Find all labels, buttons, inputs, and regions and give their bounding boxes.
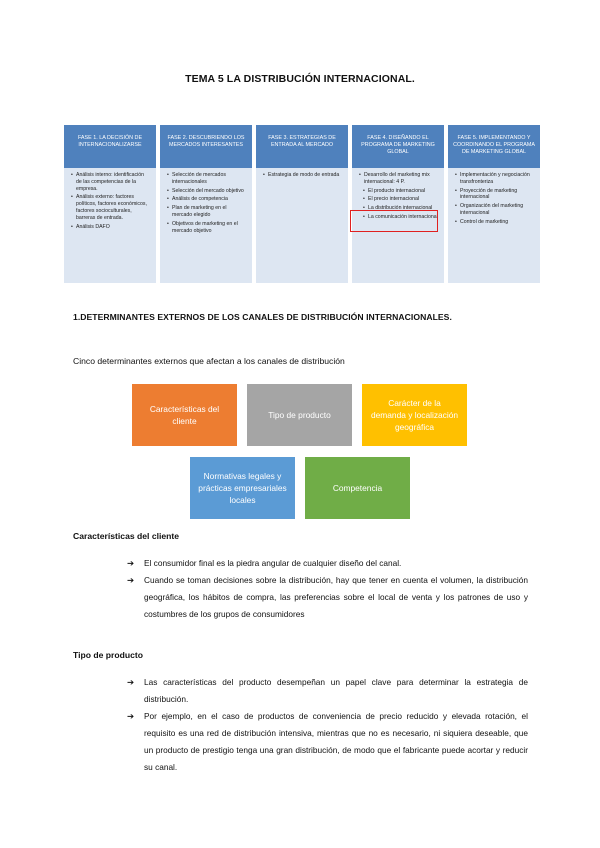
phase-1-item: • Análisis DAFO xyxy=(71,224,150,231)
phase-3-item: • Estrategia de modo de entrada xyxy=(263,172,342,179)
phase-4-item: • El precio internacional xyxy=(359,196,438,203)
phase-4-item: • La comunicación internacional xyxy=(359,214,438,221)
phase-3-box xyxy=(256,125,348,283)
phase-2-item: • Selección del mercado objetivo xyxy=(167,188,246,195)
phase-5-item: • Implementación y negociación transfronteriza xyxy=(455,172,534,186)
phase-1-box xyxy=(64,125,156,283)
producto-bullet: ➔ Por ejemplo, en el caso de productos de conveniencia de precio reducido y elevada rotación, el requisito es una red de distribución intensiva, mientras que no es necesario, ni siquiera deseable, que un producto de prestigio tenga una gran distribución, de modo que el fabricante puede acortar y reducir su canal. xyxy=(127,708,528,776)
arrow-icon: ➔ xyxy=(127,711,135,721)
phase-5-box xyxy=(448,125,540,283)
phase-1-item: • Análisis interno: identificación de las competencias de la empresa. xyxy=(71,172,150,192)
intro-text: Cinco determinantes externos que afectan a los canales de distribución xyxy=(73,356,345,366)
phase-4-header: FASE 4. DISEÑANDO EL PROGRAMA DE MARKETING GLOBAL xyxy=(352,125,444,168)
producto-bullets xyxy=(127,674,528,776)
phase-1-header: FASE 1. LA DECISIÓN DE INTERNACIONALIZARSE xyxy=(64,125,156,168)
phase-5-item: • Organización del marketing internacional xyxy=(455,203,534,217)
phase-5-header: FASE 5. IMPLEMENTANDO Y COORDINANDO EL PROGRAMA DE MARKETING GLOBAL xyxy=(448,125,540,168)
section-heading: 1.DETERMINANTES EXTERNOS DE LOS CANALES DE DISTRIBUCIÓN INTERNACIONALES. xyxy=(73,312,452,322)
phase-5-item: • Control de marketing xyxy=(455,219,534,226)
producto-bullet: ➔ Las características del producto desempeñan un papel clave para determinar la estrategia de distribución. xyxy=(127,674,528,708)
arrow-icon: ➔ xyxy=(127,575,135,585)
arrow-icon: ➔ xyxy=(127,558,135,568)
cliente-bullets xyxy=(127,555,528,623)
cliente-bullet: ➔ El consumidor final es la piedra angular de cualquier diseño del canal. xyxy=(127,555,528,572)
phase-5-item: • Proyección de marketing internacional xyxy=(455,188,534,202)
determinant-characteristics-client: Características del cliente xyxy=(132,384,237,446)
determinant-competition: Competencia xyxy=(305,457,410,519)
phase-4-item: • La distribución internacional xyxy=(359,205,438,212)
phase-2-header: FASE 2. DESCUBRIENDO LOS MERCADOS INTERESANTES xyxy=(160,125,252,168)
phase-4-item: • El producto internacional xyxy=(359,188,438,195)
phase-3-header: FASE 3. ESTRATEGIAS DE ENTRADA AL MERCADO xyxy=(256,125,348,168)
producto-heading: Tipo de producto xyxy=(73,650,144,660)
determinant-legal-practices: Normativas legales y prácticas empresariales locales xyxy=(190,457,295,519)
determinant-demand-location: Carácter de la demanda y localización geográfica xyxy=(362,384,467,446)
phase-4-box xyxy=(352,125,444,283)
highlight-rectangle xyxy=(350,210,438,232)
cliente-bullet: ➔ Cuando se toman decisiones sobre la distribución, hay que tener en cuenta el volumen, la distribución geográfica, los hábitos de compra, las preferencias sobre el local de venta y los patrones de uso y costumbres de los grupos de consumidores xyxy=(127,572,528,623)
phase-4-item: • Desarrollo del marketing mix internacional: 4 P. xyxy=(359,172,438,186)
document-title: TEMA 5 LA DISTRIBUCIÓN INTERNACIONAL. xyxy=(185,73,415,85)
cliente-heading: Características del cliente xyxy=(73,531,180,541)
determinant-product-type: Tipo de producto xyxy=(247,384,352,446)
phase-1-item: • Análisis externo: factores políticos, factores económicos, factores socioculturales, barreras de entrada. xyxy=(71,194,150,221)
arrow-icon: ➔ xyxy=(127,677,135,687)
phase-2-item: • Análisis de competencia xyxy=(167,196,246,203)
phase-2-item: • Objetivos de marketing en el mercado objetivo xyxy=(167,221,246,235)
phase-2-item: • Plan de marketing en el mercado elegido xyxy=(167,205,246,219)
phase-2-item: • Selección de mercados internacionales xyxy=(167,172,246,186)
phase-2-box xyxy=(160,125,252,283)
